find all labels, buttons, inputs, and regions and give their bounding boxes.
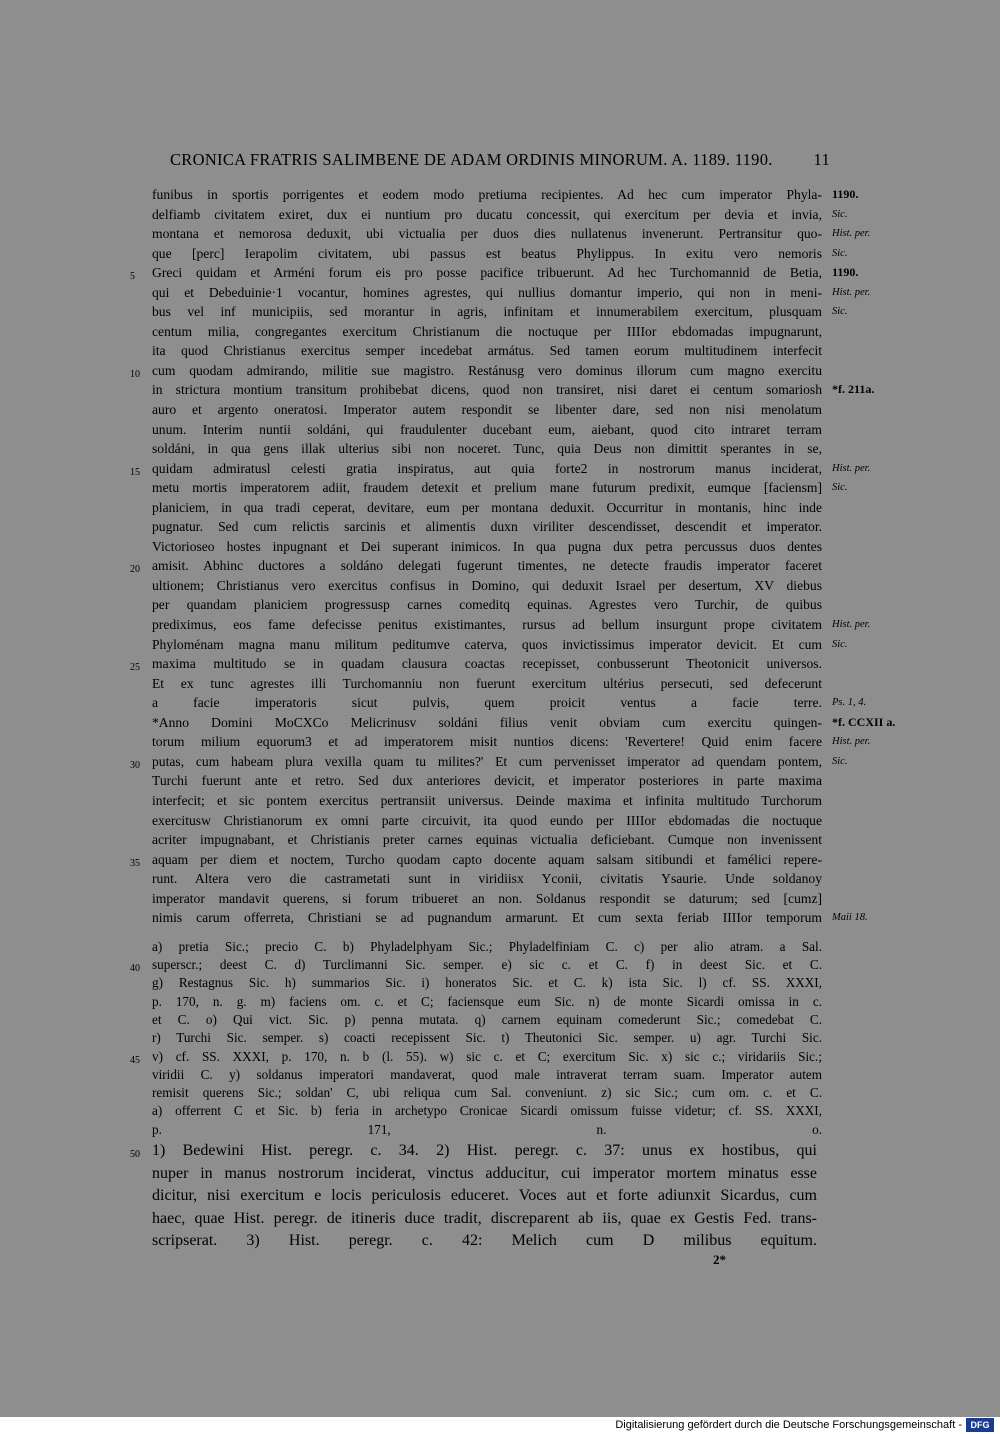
line-number: 15 — [130, 466, 140, 478]
text-line — [130, 459, 871, 479]
line-text: torum milium equorum3 et ad imperatorem misit nuntios dicens: 'Revertere! Quid enim facere — [152, 734, 822, 750]
main-text — [130, 185, 896, 1139]
apparatus-line — [152, 1084, 822, 1102]
text-line — [152, 771, 822, 791]
footer-bar — [0, 1417, 1000, 1434]
line-text: a facie imperatoris sicut pulvis, quem proicit ventus a facie terre. — [152, 695, 822, 711]
line-text: Greci quidam et Arméni forum eis pro posse pacifice tribuerunt. Ad hec Turchomannid de Betia, — [152, 265, 822, 281]
text-line — [152, 478, 848, 498]
line-text: exercitusw Christianorum ex omni parte circuivit, ita quod eundo per IIIIor ebdomadas die noctuque — [152, 812, 822, 828]
line-text: Turchi fuerunt ante et retro. Sed dux anteriores devicit, et imperator posteriores in parte maxima — [152, 773, 822, 789]
line-number: 35 — [130, 857, 140, 869]
text-line — [152, 498, 822, 518]
line-text: qui et Debeduinie·1 vocantur, homines agrestes, qui nullius domantur imperio, qui non in meni- — [152, 284, 822, 300]
line-text: p. 170, n. g. m) faciens om. c. et C; faciensque eum Sic. n) de monte Sicardi omissa in c. — [152, 993, 822, 1009]
line-text: remisit querens Sic.; soldan' C, ubi reliqua cum Sal. conveniunt. z) sic Sic.; cum om. c. et C. — [152, 1085, 822, 1101]
apparatus-line — [130, 956, 822, 975]
note-line — [130, 1140, 817, 1163]
text-line — [152, 302, 848, 322]
text-line — [152, 380, 875, 400]
margin-note: Sic. — [832, 247, 848, 259]
margin-note: Maii 18. — [832, 912, 868, 924]
line-text: pugnatur. Sed cum relictis sarcinis et alimentis duxn viriliter descendisset, descendit et imperator. — [152, 519, 822, 535]
text-line — [152, 537, 822, 557]
line-text: putas, cum habeam plura vexilla quam tu milites?' Et cum pervenisset imperator ad quendam pontem, — [152, 753, 822, 769]
text-line — [152, 322, 822, 342]
line-text: soldáni, in qua gens illak ulterius sibi non noceret. Tunc, quia Deus non dimittit sperantes in se, — [152, 441, 822, 457]
text-line — [152, 615, 871, 635]
text-line — [130, 850, 822, 870]
line-text: per quandam planiciem progressusp carnes comeditq equinas. Agrestes vero Turchir, de quibus — [152, 597, 822, 613]
line-text: a) offerrent C et Sic. b) feria in archetypo Cronicae Sicardi omissum fuisse videtur; cf. SS. XXXI, — [152, 1103, 822, 1119]
text-line — [152, 283, 871, 303]
line-text: nuper in manus nostrorum inciderat, vinctus adducitur, cui imperator mortem minatus esse — [152, 1164, 817, 1182]
text-line — [130, 752, 848, 772]
line-text: Phyloménam magna manu militum peditumve caterva, quos invictissimus imperator devicit. Et cum — [152, 636, 822, 652]
line-text: et C. o) Qui vict. Sic. p) penna mutata. q) carnem equinam comederunt Sic.; comedebat C. — [152, 1011, 822, 1027]
note-line — [152, 1230, 817, 1253]
text-line — [130, 263, 859, 283]
line-text: nimis carum offerreta, Christiani se ad pugnandum armarunt. Et cum sexta feriab IIIIor temporum — [152, 910, 822, 926]
text-line — [152, 400, 822, 420]
apparatus-line — [152, 1121, 822, 1139]
line-text: 1) Bedewini Hist. peregr. c. 34. 2) Hist. peregr. c. 37: unus ex hostibus, qui — [152, 1142, 817, 1159]
line-text: haec, quae Hist. peregr. de itineris duce tradit, discreparent ab iis, quae ex Gestis Fed. trans- — [152, 1209, 817, 1227]
apparatus-line — [130, 1048, 822, 1066]
apparatus-line — [152, 1011, 822, 1029]
line-text: scripserat. 3) Hist. peregr. c. 42: Melich cum D milibus equitum. — [152, 1232, 817, 1249]
text-line — [152, 341, 822, 361]
line-number: 40 — [130, 963, 140, 975]
text-line — [152, 244, 848, 264]
line-text: superscr.; deest C. d) Turclimanni Sic. semper. e) sic c. et C. f) in deest Sic. et C. — [152, 957, 822, 973]
margin-note: Ps. 1, 4. — [832, 697, 867, 709]
text-line — [152, 635, 848, 655]
line-text: montana et nemorosa deduxit, ubi victualia per duos dies nullatenus invenerunt. Pertransitur quo- — [152, 226, 822, 242]
line-text: ita quod Christianus exercitus semper incedebat armátus. Sed tamen eorum multitudinem interfecit — [152, 343, 822, 359]
line-text: quidam admiratusl celesti gratia inspiratus, aut quia forte2 in nostrorum manus inciderat, — [152, 460, 822, 476]
line-number: 10 — [130, 368, 140, 380]
line-text: metu mortis imperatorem adiit, fraudem detexit et prelium mane futurum predixit, eumque [faciensm] — [152, 480, 822, 496]
page-number: 11 — [813, 150, 830, 169]
margin-note: 1190. — [832, 187, 859, 201]
note-line — [152, 1163, 817, 1186]
text-line — [152, 595, 822, 615]
note-line — [152, 1185, 817, 1208]
margin-note: *f. 211a. — [832, 382, 875, 397]
text-line — [152, 889, 822, 909]
line-text: Et ex tunc agrestes illi Turchomanniu non fuerunt exercitum ultérius persecuti, sed defecerunt — [152, 675, 822, 691]
line-text: ultionem; Christianus vero exercitus confisus in Domino, qui deduxit Israel per desertum, XV diebus — [152, 577, 822, 593]
line-text: planiciem, in qua tradi ceperat, devitare, eum per montana deduxit. Occurritur in montanis, hinc inde — [152, 499, 822, 515]
line-text: *Anno Domini MoCXCo Melicrinusv soldáni filius venit obviam cum exercitu quingen- — [152, 714, 822, 730]
line-text: imperator mandavit querens, si forum tribueret an non. Soldanus respondit se daturum; sed [cumz] — [152, 890, 822, 906]
line-text: maxima multitudo se in quadam clausura coactas recepisset, conbusserunt Theotonicit universos. — [152, 656, 822, 672]
margin-note: Hist. per. — [832, 619, 871, 631]
running-header — [170, 150, 830, 170]
line-text: dicitur, nisi exercitum e locis periculosis educeret. Voces aut et forte adiunxit Sicardus, cum — [152, 1187, 817, 1204]
signature-mark: 2* — [713, 1252, 726, 1267]
notes-block — [130, 1140, 817, 1253]
line-text: g) Restagnus Sic. h) summarios Sic. i) honeratos Sic. et C. k) ista Sic. l) cf. SS. XXXI, — [152, 975, 822, 991]
line-text: centum milia, congregantes exercitum Christianum die noctuque per IIIIor ebdomadas impugnarunt, — [152, 323, 822, 339]
apparatus-line — [152, 1029, 822, 1047]
margin-note: Hist. per. — [832, 462, 871, 474]
line-text: aquam per diem et noctem, Turcho quodam capto docente aquam salsam sitibundi et famélici repere- — [152, 851, 822, 867]
line-number: 50 — [130, 1149, 140, 1160]
line-text: runt. Altera vero die castrametati sunt in viridiisx Yconii, civitatis Ysaurie. Unde soldanoy — [152, 871, 822, 887]
line-text: auro et argento oneratosi. Imperator autem respondit se libenter dare, sed non nisi menolatum — [152, 402, 822, 418]
line-number: 5 — [130, 271, 135, 283]
text-line — [152, 713, 896, 733]
line-text: bus vel inf municipiis, sed morantur in agris, infinitam et innumerabilem exercitum, plusquam — [152, 304, 822, 320]
text-line — [130, 556, 822, 576]
margin-note: Sic. — [832, 208, 848, 220]
margin-note: 1190. — [832, 265, 859, 280]
line-text: prediximus, eos fame defecisse penitus existimantes, rursus ad bellum insurgunt prope civitatem — [152, 617, 822, 633]
apparatus-line — [152, 993, 822, 1011]
text-line — [152, 439, 822, 459]
text-line — [152, 791, 822, 811]
text-line — [152, 420, 822, 440]
line-text: que [perc] Ierapolim civitatem, ubi passus est beatus Phylippus. In exitu vero nemoris — [152, 245, 822, 261]
line-text: amisit. Abhinc ductores a soldáno delegati fugerunt timentes, ne detecte fraudis imperator faceret — [152, 558, 822, 574]
apparatus-line — [152, 974, 822, 992]
margin-note: Sic. — [832, 306, 848, 318]
dfg-logo: DFG — [966, 1418, 994, 1432]
text-line — [152, 576, 822, 596]
line-text: in strictura montium transitum prohibebat dicens, quod non transiret, nisi daret ei centum somariosh — [152, 382, 822, 398]
margin-note: Hist. per. — [832, 228, 871, 240]
header-title: CRONICA FRATRIS SALIMBENE DE ADAM ORDINIS MINORUM. A. 1189. 1190. — [170, 150, 773, 169]
section-gap — [152, 928, 822, 938]
line-number: 45 — [130, 1054, 140, 1066]
text-line — [152, 908, 868, 928]
margin-note: Sic. — [832, 482, 848, 494]
margin-note: Sic. — [832, 638, 848, 650]
line-number: 25 — [130, 662, 140, 674]
line-text: r) Turchi Sic. semper. s) coacti recepissent Sic. t) Theutonici Sic. semper. u) agr. Turchi Sic. — [152, 1030, 822, 1046]
line-text: acriter impugnabant, et Christianis preter carnes equinas victualia deficiebant. Cumque non invenissent — [152, 832, 822, 848]
text-line — [152, 517, 822, 537]
text-line — [130, 361, 822, 381]
line-number: 30 — [130, 759, 140, 771]
margin-note: Sic. — [832, 755, 848, 767]
text-line — [152, 693, 867, 713]
apparatus-line — [152, 1102, 822, 1120]
line-text: v) cf. SS. XXXI, p. 170, n. b (l. 55). w) sic c. et C; exercitum Sic. x) sic c.; viridariis Sic.; — [152, 1048, 822, 1064]
text-line — [152, 185, 859, 205]
line-text: a) pretia Sic.; precio C. b) Phyladelphyam Sic.; Phyladelfiniam C. c) per alio atram. a Sal. — [152, 938, 822, 954]
margin-note: Hist. per. — [832, 286, 871, 298]
line-text: funibus in sportis porrigentes et eodem modo pretiuma recipientes. Ad hec cum imperator Phyla- — [152, 187, 822, 202]
line-number: 20 — [130, 564, 140, 576]
text-line — [152, 205, 848, 225]
line-text: p. 171, n. o. — [152, 1121, 822, 1137]
text-line — [152, 869, 822, 889]
text-line — [152, 811, 822, 831]
text-line — [152, 732, 871, 752]
text-line — [152, 830, 822, 850]
text-line — [152, 224, 871, 244]
line-text: Victorioseo hostes inpugnant et Dei superant inimicos. In qua pugna dux petra percussus duos dentes — [152, 538, 822, 554]
text-line — [130, 654, 822, 674]
apparatus-line — [152, 1066, 822, 1084]
apparatus-line — [152, 938, 822, 956]
funding-credit: Digitalisierung gefördert durch die Deutsche Forschungsgemeinschaft - — [615, 1419, 962, 1431]
line-text: delfiamb civitatem exiret, dux ei nuntium pro ducatu concessit, qui exercitum per devia et invia, — [152, 206, 822, 222]
line-text: viridii C. y) soldanus imperatori mandaverat, quod male intraverat terram suam. Imperator autem — [152, 1066, 822, 1082]
line-text: cum quodam admirando, militie sue magistro. Restánusg vero dominus illorum cum magno exercitu — [152, 362, 822, 378]
line-text: interfecit; et sic pontem exercitus pertransiit universus. Deinde maxima et infinita multitudo Turchorum — [152, 792, 822, 808]
margin-note: Hist. per. — [832, 736, 871, 748]
line-text: unum. Interim nuntii soldáni, qui fraudulenter ducebant eum, aiebant, quod cito intraret terram — [152, 421, 822, 437]
margin-note: *f. CCXII a. — [832, 714, 896, 729]
text-line — [152, 674, 822, 694]
apparatus — [130, 938, 822, 1139]
note-line — [152, 1208, 817, 1231]
